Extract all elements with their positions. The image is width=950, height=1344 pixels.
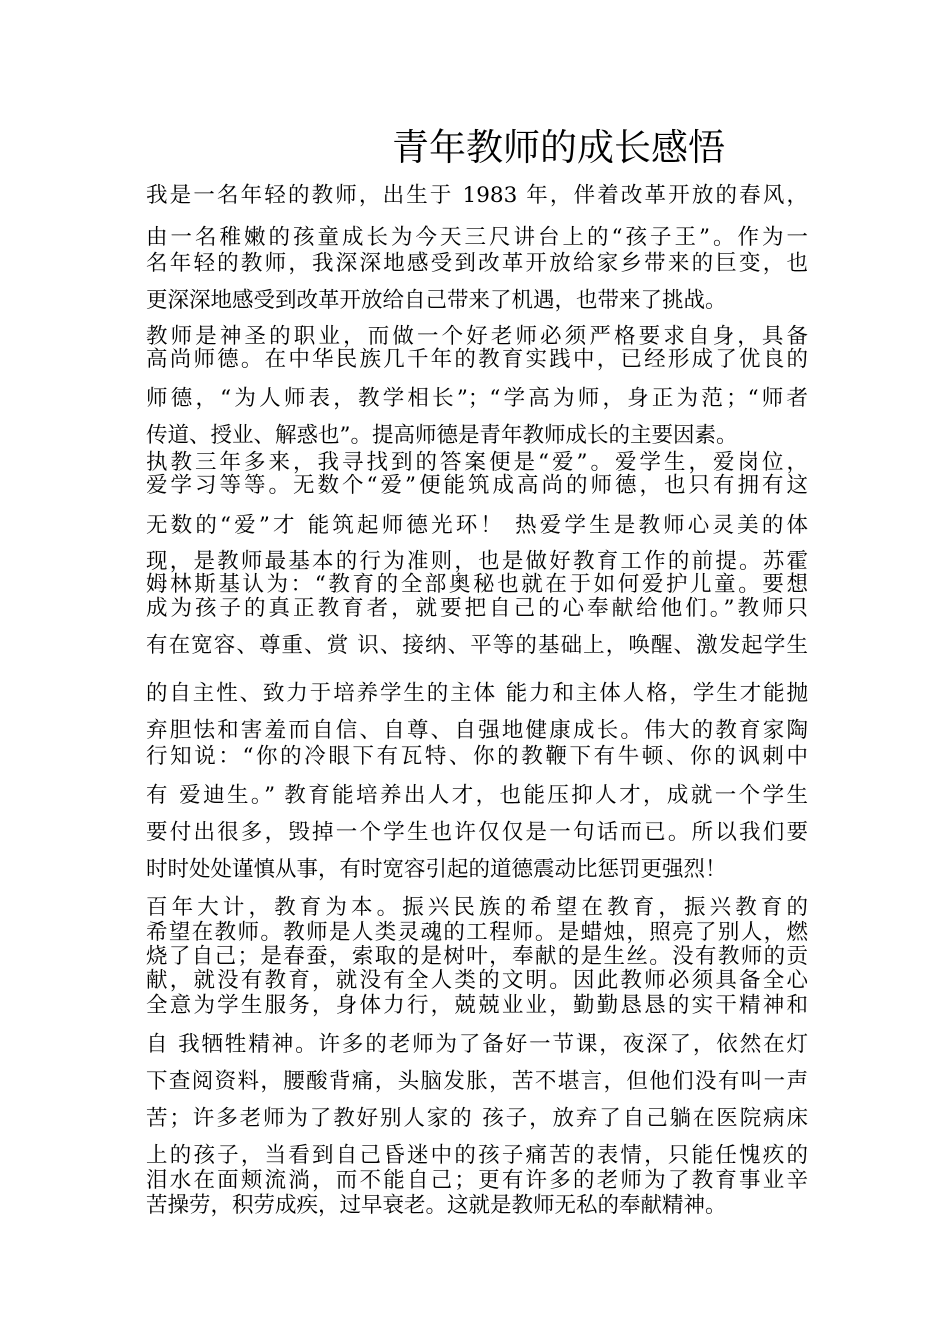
text-line: 现，是教师最基本的行为准则，也是做好教育工作的前提。苏霍 (146, 549, 808, 574)
text-line: 的自主性、致力于培养学生的主体 能力和主体人格，学生才能抛 (146, 681, 808, 706)
text-line: 时时处处谨慎从事，有时宽容引起的道德震动比惩罚更强烈！ (146, 857, 727, 882)
text-line: 全意为学生服务，身体力行，兢兢业业，勤勤恳恳的实干精神和 (146, 993, 808, 1018)
text-line: 有在宽容、尊重、赏 识、接纳、平等的基础上，唤醒、激发起学生 (146, 633, 808, 658)
text-line: 师德，“为人师表，教学相长”；“学高为师，身正为范；“师者 (146, 386, 808, 411)
text-line: 下查阅资料，腰酸背痛，头脑发胀，苦不堪言，但他们没有叫一声 (146, 1069, 808, 1094)
text-line: 更深深地感受到改革开放给自己带来了机遇，也带来了挑战。 (146, 288, 727, 313)
text-line: 烧了自己；是春蚕，索取的是树叶，奉献的是生丝。没有教师的贡 (146, 944, 808, 969)
text-line: 有 爱迪生。” 教育能培养出人才，也能压抑人才，成就一个学生 (146, 783, 808, 808)
text-line: 行知说：“你的冷眼下有瓦特、你的教鞭下有牛顿、你的讽刺中 (146, 744, 808, 769)
text-line: 我是一名年轻的教师，出生于 1983 年，伴着改革开放的春风， (146, 183, 808, 208)
text-line: 自 我牺牲精神。许多的老师为了备好一节课，夜深了，依然在灯 (146, 1032, 808, 1057)
text-line: 教师是神圣的职业，而做一个好老师必须严格要求自身，具备 (146, 324, 808, 349)
text-line: 由一名稚嫩的孩童成长为今天三尺讲台上的“孩子王”。作为一 (146, 225, 808, 250)
text-line: 姆林斯基认为：“教育的全部奥秘也就在于如何爱护儿童。要想 (146, 572, 808, 597)
text-line: 献，就没有教育，就没有全人类的文明。因此教师必须具备全心 (146, 968, 808, 993)
text-line: 成为孩子的真正教育者，就要把自己的心奉献给他们。”教师只 (146, 596, 808, 621)
text-line: 弃胆怯和害羞而自信、自尊、自强地健康成长。伟大的教育家陶 (146, 718, 808, 743)
document-title: 青年教师的成长感悟 (392, 126, 725, 169)
text-line: 爱学习等等。无数个“爱”便能筑成高尚的师德，也只有拥有这 (146, 473, 808, 498)
text-line: 百年大计，教育为本。振兴民族的希望在教育，振兴教育的 (146, 895, 808, 920)
text-line: 苦操劳，积劳成疾，过早衰老。这就是教师无私的奉献精神。 (146, 1193, 727, 1218)
text-line: 要付出很多，毁掉一个学生也许仅仅是一句话而已。所以我们要 (146, 820, 808, 845)
text-line: 执教三年多来，我寻找到的答案便是“爱”。爱学生，爱岗位， (146, 450, 808, 475)
text-line: 泪水在面颊流淌，而不能自己；更有许多的老师为了教育事业辛 (146, 1168, 808, 1193)
text-line: 无数的“爱”才 能筑起师德光环！ 热爱学生是教师心灵美的体 (146, 513, 808, 538)
text-line: 苦；许多老师为了教好别人家的 孩子，放弃了自己躺在医院病床 (146, 1106, 808, 1131)
text-line: 传道、授业、解惑也”。提高师德是青年教师成长的主要因素。 (146, 423, 738, 448)
text-line: 高尚师德。在中华民族几千年的教育实践中，已经形成了优良的 (146, 347, 808, 372)
text-line: 名年轻的教师，我深深地感受到改革开放给家乡带来的巨变，也 (146, 251, 808, 276)
text-line: 上的孩子，当看到自己昏迷中的孩子痛苦的表情，只能任愧疚的 (146, 1143, 808, 1168)
text-line: 希望在教师。教师是人类灵魂的工程师。是蜡烛，照亮了别人，燃 (146, 920, 808, 945)
